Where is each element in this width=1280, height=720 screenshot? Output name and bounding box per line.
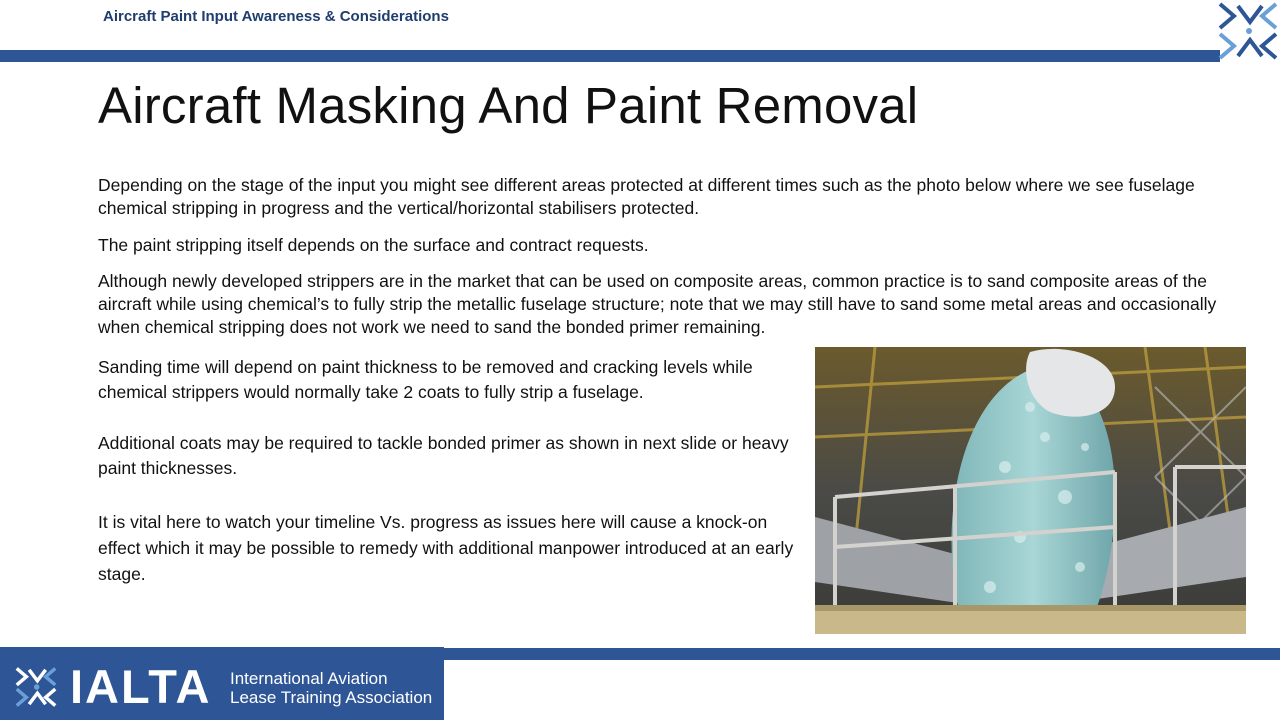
bottom-accent-bar <box>440 648 1280 660</box>
body-paragraph-2: The paint stripping itself depends on the surface and contract requests. <box>98 235 649 255</box>
footer-brand-name: IALTA <box>70 660 212 713</box>
aircraft-tail-stripping-photo <box>815 347 1246 634</box>
ialta-logo-icon <box>14 665 58 709</box>
footer-brand-line-1: International Aviation <box>230 669 388 688</box>
presentation-header-title: Aircraft Paint Input Awareness & Considerations <box>103 8 449 25</box>
body-paragraph-1: Depending on the stage of the input you might see different areas protected at different times such as the photo below where we see fuselage chemical stripping in progress and the vertical/horizontal stabilisers protected. <box>98 175 1195 218</box>
body-paragraph-4: Sanding time will depend on paint thickness to be removed and cracking levels while chemical strippers would normally take 2 coats to fully strip a fuselage. <box>98 357 753 402</box>
slide-title: Aircraft Masking And Paint Removal <box>98 77 919 134</box>
top-accent-bar <box>0 50 1220 62</box>
ialta-logo-icon <box>1216 0 1280 62</box>
body-paragraph-3: Although newly developed strippers are in the market that can be used on composite areas, common practice is to sand composite areas of the aircraft while using chemical’s to fully strip the metallic fuselage structure; note that we may still have to sand some metal areas and occasionally when chemical stripping does not work we need to sand the bonded primer remaining. <box>98 271 1217 337</box>
footer-brand-line-2: Lease Training Association <box>230 688 433 707</box>
body-paragraph-5: Additional coats may be required to tackle bonded primer as shown in next slide or heavy paint thicknesses. <box>98 433 789 478</box>
body-paragraph-6: It is vital here to watch your timeline Vs. progress as issues here will cause a knock-on effect which it may be possible to remedy with additional manpower introduced at an early stage. <box>98 512 794 584</box>
footer-branding <box>0 647 444 720</box>
